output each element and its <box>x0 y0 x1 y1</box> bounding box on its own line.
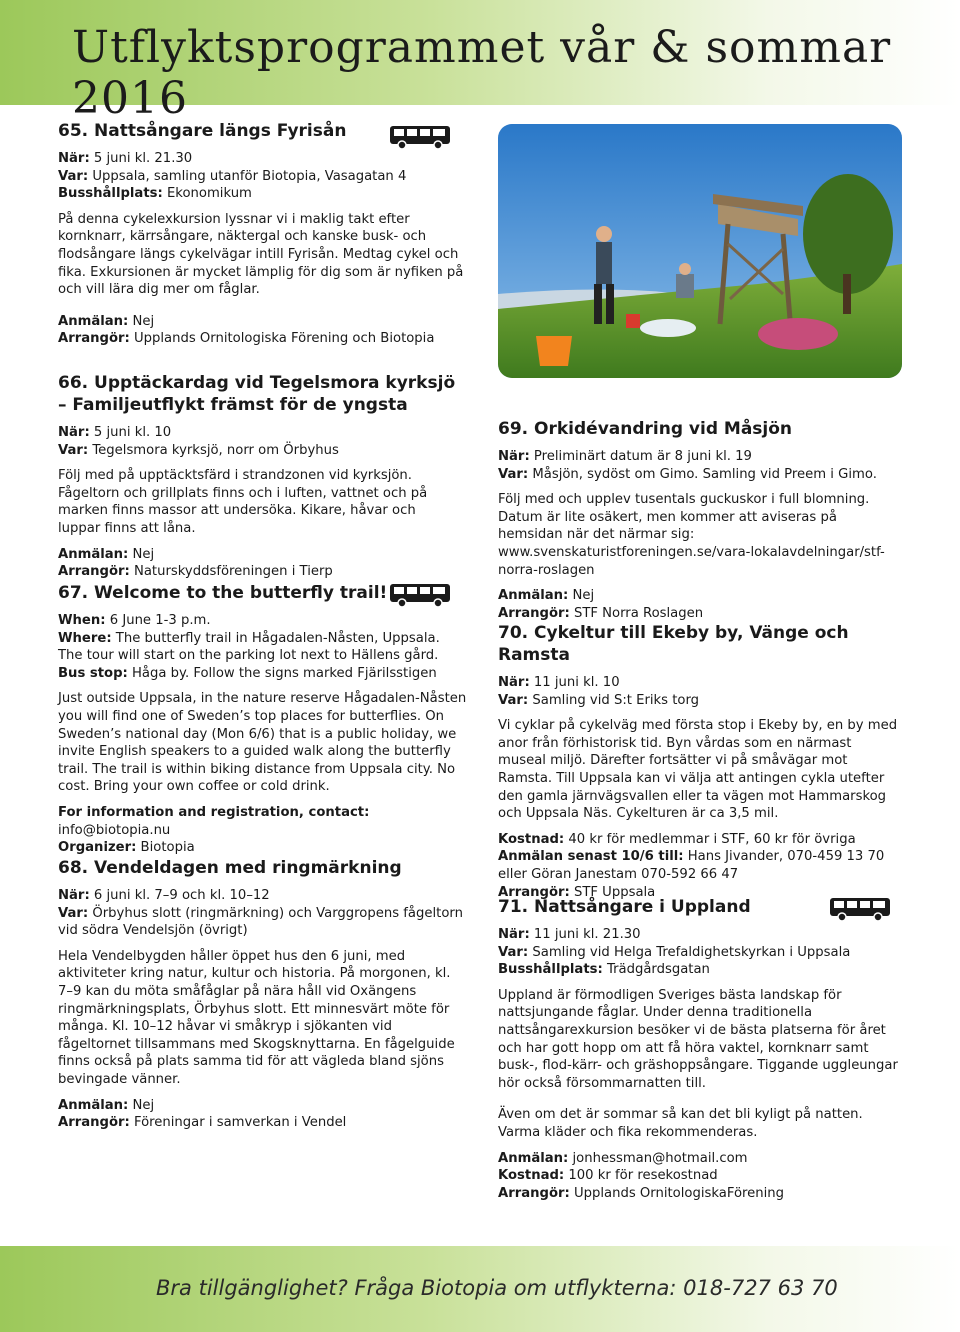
footer-text: Bra tillgänglighet? Fråga Biotopia om utflykterna: 018-727 63 70 <box>156 1276 838 1300</box>
registration-label: Anmälan senast 10/6 till: <box>498 849 684 865</box>
bus-stop-label: Busshållplats: <box>498 962 603 978</box>
cost-label: Kostnad: <box>498 1168 565 1184</box>
organizer-value: Biotopia <box>136 840 195 856</box>
page-title: Utflyktsprogrammet vår & sommar 2016 <box>72 22 892 124</box>
when-label: När: <box>58 425 90 440</box>
info-label: For information and registration, contact: <box>58 804 370 820</box>
where-label: Var: <box>498 692 529 708</box>
event-description: Uppland är förmodligen Sveriges bästa landskap för nattsjungande fåglar. Under denna traditionella nattsångarexkursion besöker vi de bästa platserna för året och har gott hopp om att få höra vaktel, kornknarr samt busk-, flod-kärr- och gräshoppsångare. Tiggande uggleungar hör också försommarnatten till. <box>498 987 898 1091</box>
organizer-value: STF Norra Roslagen <box>569 605 704 621</box>
registration-value: Nej <box>128 313 155 329</box>
where-label: Var: <box>498 466 529 482</box>
registration-value: jonhessman@hotmail.com <box>568 1150 748 1166</box>
bus-icon <box>388 124 452 150</box>
event-70 <box>498 622 898 901</box>
organizer-label: Arrangör: <box>498 1185 570 1201</box>
bus-stop-value: Ekonomikum <box>162 186 252 202</box>
landscape-photo <box>498 124 902 378</box>
event-title: 68. Vendeldagen med ringmärkning <box>58 858 402 878</box>
registration-label: Anmälan: <box>498 588 569 604</box>
where-label: Var: <box>58 905 89 921</box>
where-label: Var: <box>58 168 89 184</box>
event-title: 71. Nattsångare i Uppland <box>498 897 751 917</box>
event-69 <box>498 418 898 622</box>
bus-stop-value: Trädgårdsgatan <box>602 962 710 978</box>
organizer-label: Arrangör: <box>58 564 130 580</box>
when-label: När: <box>58 888 90 903</box>
event-title: 70. Cykeltur till Ekeby by, Vänge och Ramsta <box>498 623 849 665</box>
organizer-value: Upplands OrnitologiskaFörening <box>569 1185 785 1201</box>
when-label: När: <box>498 927 530 942</box>
bus-stop-value: Håga by. Follow the signs marked Fjärilsstigen <box>127 665 437 681</box>
organizer-label: Arrangör: <box>498 884 570 900</box>
when-value: 6 juni kl. 7–9 och kl. 10–12 <box>89 888 270 903</box>
where-label: Var: <box>58 442 89 458</box>
organizer-label: Arrangör: <box>498 605 570 621</box>
info-value: info@biotopia.nu <box>58 822 171 838</box>
photo-illustration <box>498 124 902 378</box>
organizer-value: STF Uppsala <box>569 884 656 900</box>
organizer-value: Upplands Ornitologiska Förening och Biotopia <box>129 331 435 347</box>
when-label: När: <box>58 151 90 166</box>
event-description-2: Även om det är sommar så kan det bli kyligt på natten. Varma kläder och fika rekommenderas. <box>498 1107 863 1140</box>
event-65 <box>58 120 468 348</box>
event-description: Vi cyklar på cykelväg med första stop i Ekeby by, en by med anor från förhistorisk tid. Byn vårdas som en närmast museal miljö. Därefter fortsätter vi på småvägar mot Ramsta. Till Uppsala kan vi välja att antingen cykla utefter den gamla järnvägsvallen eller ta vägen mot Hammarskog och Uppsala Näs. Cykelturen är ca 3,5 mil. <box>498 718 898 822</box>
registration-label: Anmälan: <box>498 1150 569 1166</box>
event-71 <box>498 896 903 1202</box>
header-banner <box>0 0 960 124</box>
when-value: 5 juni kl. 21.30 <box>89 151 193 166</box>
organizer-label: Arrangör: <box>58 331 130 347</box>
cost-value: 100 kr för resekostnad <box>564 1168 718 1184</box>
event-title: 69. Orkidévandring vid Måsjön <box>498 419 793 439</box>
event-description: Följ med på upptäcktsfärd i strandzonen vid kyrksjön. Fågeltorn och grillplats finns och i luften, vattnet och på marken finns massor att undersöka. Kikare, håvar och luppar finns att låna. <box>58 468 428 536</box>
when-value: 11 juni kl. 21.30 <box>529 927 641 942</box>
where-value: Samling vid Helga Trefaldighetskyrkan i Uppsala <box>528 944 851 960</box>
registration-label: Anmälan: <box>58 546 129 562</box>
organizer-label: Organizer: <box>58 840 137 856</box>
event-description: På denna cykelexkursion lyssnar vi i maklig takt efter kornknarr, kärrsångare, näktergal och kanske busk- och flodsångare längs cykelvägar intill Fyrisån. Medtag cykel och fika. Exkursionen är mycket lämplig för dig som är nyfiken på och vill lära dig mer om fåglar. <box>58 211 464 298</box>
where-label: Var: <box>498 944 529 960</box>
registration-label: Anmälan: <box>58 1097 129 1113</box>
when-value: Preliminärt datum är 8 juni kl. 19 <box>529 449 752 464</box>
where-value: Måsjön, sydöst om Gimo. Samling vid Preem i Gimo. <box>528 466 877 482</box>
footer-banner <box>0 1246 960 1332</box>
where-value: Samling vid S:t Eriks torg <box>528 692 700 708</box>
where-label: Where: <box>58 630 112 646</box>
event-description: Just outside Uppsala, in the nature reserve Hågadalen-Nåsten you will find one of Sweden’s top places for butterflies. On Sweden’s national day (Mon 6/6) that is a public holiday, we invite English speakers to a guided walk along the butterfly trail. The trail is within biking distance from Uppsala city. No cost. Bring your own coffee or cold drink. <box>58 691 467 795</box>
event-description: Hela Vendelbygden håller öppet hus den 6 juni, med aktiviteter kring natur, kultur och historia. På morgonen, kl. 7–9 kan du möta småfåglar på nära håll vid Oxängens ringmärkningsplats, Örbyhus slott. Ett minnesvärt möte för många. Kl. 10–12 håvar vi småkryp i sjökanten vid fågeltornet tillsammans med Skogsknyttarna. En fågelguide finns också på plats samma tid för att vägleda bland sjöns bevingade vänner. <box>58 948 455 1087</box>
event-title: 67. Welcome to the butterfly trail! <box>58 583 388 603</box>
event-description: Följ med och upplev tusentals guckuskor i full blomning. Datum är lite osäkert, men kommer att aviseras på hemsidan när det närmar sig: www.svenskaturistforeningen.se/vara-lokalavdelningar/stf-norra-roslagen <box>498 492 885 578</box>
cost-value: 40 kr för medlemmar i STF, 60 kr för övriga <box>564 831 856 847</box>
event-66 <box>58 372 458 581</box>
organizer-value: Naturskyddsföreningen i Tierp <box>129 564 333 580</box>
when-label: When: <box>58 613 106 628</box>
cost-label: Kostnad: <box>498 831 565 847</box>
when-label: När: <box>498 449 530 464</box>
event-67 <box>58 582 468 857</box>
where-value: Uppsala, samling utanför Biotopia, Vasagatan 4 <box>88 168 407 184</box>
bus-icon <box>388 582 452 608</box>
registration-value: Hans Jivander, 070-459 13 70 eller Göran Janestam 070-592 66 47 <box>498 849 885 882</box>
when-value: 6 June 1-3 p.m. <box>105 613 211 628</box>
bus-stop-label: Busshållplats: <box>58 186 163 202</box>
where-value: Örbyhus slott (ringmärkning) och Varggropens fågeltorn vid södra Vendelsjön (övrigt) <box>58 905 463 939</box>
registration-value: Nej <box>128 546 155 562</box>
organizer-value: Föreningar i samverkan i Vendel <box>129 1115 347 1131</box>
where-value: Tegelsmora kyrksjö, norr om Örbyhus <box>88 442 339 458</box>
when-value: 5 juni kl. 10 <box>89 425 172 440</box>
when-value: 11 juni kl. 10 <box>529 675 620 690</box>
where-value: The butterfly trail in Hågadalen-Nåsten, Uppsala. The tour will start on the parking lot next to Hällens gård. <box>58 630 440 664</box>
event-title: 66. Upptäckardag vid Tegelsmora kyrksjö – Familjeutflykt främst för de yngsta <box>58 373 456 415</box>
organizer-label: Arrangör: <box>58 1115 130 1131</box>
when-label: När: <box>498 675 530 690</box>
event-68 <box>58 857 468 1132</box>
registration-label: Anmälan: <box>58 313 129 329</box>
registration-value: Nej <box>568 588 595 604</box>
bus-stop-label: Bus stop: <box>58 665 128 681</box>
registration-value: Nej <box>128 1097 155 1113</box>
event-title: 65. Nattsångare längs Fyrisån <box>58 121 347 141</box>
